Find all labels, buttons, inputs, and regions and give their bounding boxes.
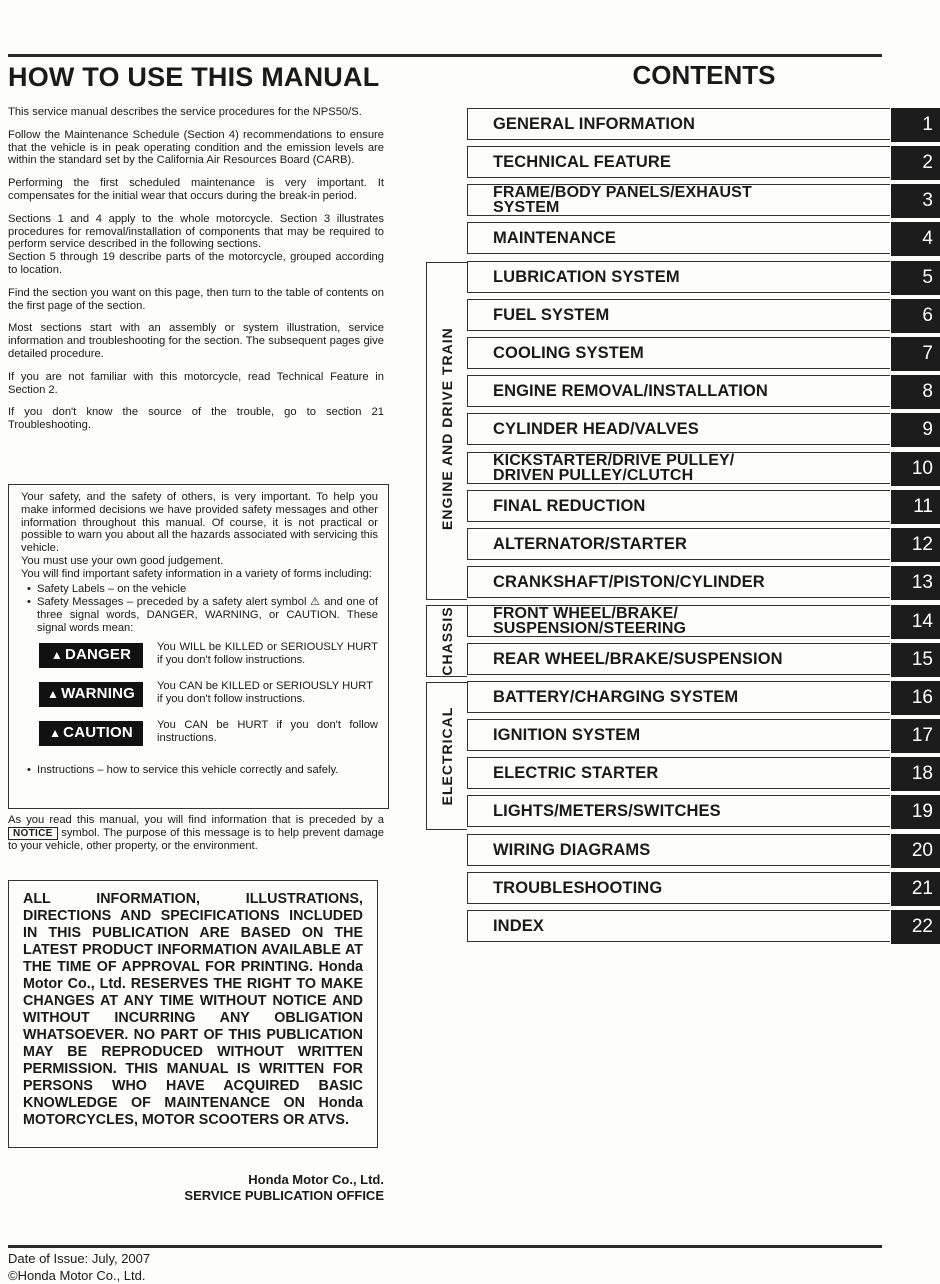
group-engine xyxy=(426,262,467,600)
intro-paragraph: Most sections start with an assembly or system illustration, service information and troubleshooting for the section. The subsequent pages give detailed procedure. xyxy=(8,322,384,360)
warning-badge: ▲ WARNING xyxy=(39,682,143,707)
intro-paragraph: If you don't know the source of the trouble, go to section 21 Troubleshooting. xyxy=(8,406,384,432)
safety-judgement: You must use your own good judgement. xyxy=(21,554,224,567)
toc-item[interactable] xyxy=(467,184,940,218)
toc-item-number: 19 xyxy=(891,795,940,829)
toc-item-number: 13 xyxy=(891,566,940,600)
bottom-rule xyxy=(8,1245,882,1248)
company-name: Honda Motor Co., Ltd. xyxy=(248,1172,384,1187)
disclaimer-box: ALL INFORMATION, ILLUSTRATIONS, DIRECTIONS AND SPECIFICATIONS INCLUDED IN THIS PUBLICATION ARE BASED ON THE LATEST PRODUCT INFORMATION AVAILABLE AT THE TIME OF APPROVAL FOR PRINTING. Honda Motor Co., Ltd. RESERVES THE RIGHT TO MAKE CHANGES AT ANY TIME WITHOUT NOTICE AND WITHOUT INCURRING ANY OBLIGATION WHATSOEVER. NO PART OF THIS PUBLICATION MAY BE REPRODUCED WITHOUT WRITTEN PERMISSION. THIS MANUAL IS WRITTEN FOR PERSONS WHO HAVE ACQUIRED BASIC KNOWLEDGE OF MAINTENANCE ON Honda MOTORCYCLES, MOTOR SCOOTERS OR ATVS. xyxy=(8,880,378,1148)
toc-item-number: 14 xyxy=(891,605,940,639)
toc-item[interactable] xyxy=(467,108,940,142)
toc-item[interactable] xyxy=(467,299,940,333)
warning-description: You CAN be KILLED or SERIOUSLY HURT if you don't follow instructions. xyxy=(157,679,373,705)
issue-date: Date of Issue: July, 2007 xyxy=(8,1251,151,1266)
toc-item-number: 12 xyxy=(891,528,940,562)
toc-item[interactable] xyxy=(467,222,940,256)
toc-item-number: 1 xyxy=(891,108,940,142)
toc-item-number: 11 xyxy=(891,490,940,524)
toc-item-title: FUEL SYSTEM xyxy=(467,299,890,331)
toc-item-title: COOLING SYSTEM xyxy=(467,337,890,369)
alert-triangle-icon: ▲ xyxy=(50,647,63,662)
safety-bullets-2 xyxy=(21,764,378,777)
danger-description: You WILL be KILLED or SERIOUSLY HURT if you don't follow instructions. xyxy=(157,640,378,666)
safety-forms: You will find important safety information in a variety of forms including: xyxy=(21,567,372,580)
toc-item-title: ALTERNATOR/STARTER xyxy=(467,528,890,560)
toc-item[interactable] xyxy=(467,757,940,791)
toc-item-number: 8 xyxy=(891,375,940,409)
toc-item-number: 10 xyxy=(891,452,940,486)
signal-caution xyxy=(39,719,378,758)
intro-paragraph: Follow the Maintenance Schedule (Section 4) recommendations to ensure that the vehicle is in peak operating condition and the emission levels are within the standard set by the California Air Resources Board (CARB). xyxy=(8,128,384,167)
toc-item-title: LIGHTS/METERS/SWITCHES xyxy=(467,795,890,827)
intro-text xyxy=(8,106,384,442)
toc-item-number: 16 xyxy=(891,681,940,715)
toc-item-number: 15 xyxy=(891,643,940,677)
toc-item-number: 21 xyxy=(891,872,940,906)
danger-badge: ▲ DANGER xyxy=(39,643,143,668)
signal-words xyxy=(39,641,378,758)
top-rule xyxy=(8,54,882,57)
toc-item-number: 18 xyxy=(891,757,940,791)
group-electrical xyxy=(426,682,467,830)
caution-badge: ▲ CAUTION xyxy=(39,721,143,746)
notice-text-before: As you read this manual, you will find information that is preceded by a xyxy=(8,814,384,826)
toc-item[interactable] xyxy=(467,566,940,600)
toc-item-title: INDEX xyxy=(467,910,890,942)
toc-item[interactable] xyxy=(467,146,940,180)
toc-item[interactable] xyxy=(467,795,940,829)
toc-item-title: FRAME/BODY PANELS/EXHAUST SYSTEM xyxy=(467,184,890,216)
toc-item-title: WIRING DIAGRAMS xyxy=(467,834,890,866)
group-label-chassis: CHASSIS xyxy=(439,606,455,676)
toc-item-title: BATTERY/CHARGING SYSTEM xyxy=(467,681,890,713)
toc-item-title: CYLINDER HEAD/VALVES xyxy=(467,413,890,445)
toc-item-number: 5 xyxy=(891,261,940,295)
group-chassis xyxy=(426,605,467,677)
toc-item-title: REAR WHEEL/BRAKE/SUSPENSION xyxy=(467,643,890,675)
toc-item-number: 2 xyxy=(891,146,940,180)
toc-item-title: CRANKSHAFT/PISTON/CYLINDER xyxy=(467,566,890,598)
toc-item[interactable] xyxy=(467,605,940,639)
toc-item[interactable] xyxy=(467,413,940,447)
intro-paragraph: Find the section you want on this page, then turn to the table of contents on the first page of the section. xyxy=(8,286,384,312)
alert-triangle-icon: ▲ xyxy=(49,725,62,740)
publisher-block xyxy=(100,1172,384,1204)
toc-item-number: 17 xyxy=(891,719,940,753)
intro-paragraph: This service manual describes the service procedures for the NPS50/S. xyxy=(8,106,362,118)
toc-item-number: 9 xyxy=(891,413,940,447)
notice-text-after: symbol. The purpose of this message is to help prevent damage to your vehicle, other property, or the environment. xyxy=(8,826,385,852)
toc-item[interactable] xyxy=(467,337,940,371)
toc-item[interactable] xyxy=(467,643,940,677)
toc-item-number: 22 xyxy=(891,910,940,944)
safety-intro: Your safety, and the safety of others, is very important. To help you make informed decisions we have provided safety messages and other information throughout this manual. Of course, it is not practical or possible to warn you about all the hazards associated with servicing this vehicle. xyxy=(21,491,378,555)
toc-item[interactable] xyxy=(467,872,940,906)
safety-box xyxy=(8,484,389,809)
notice-paragraph xyxy=(8,814,384,853)
toc-item[interactable] xyxy=(467,910,940,944)
toc-item-title: TROUBLESHOOTING xyxy=(467,872,890,904)
toc-item[interactable] xyxy=(467,452,940,486)
toc-item-title: MAINTENANCE xyxy=(467,222,890,254)
signal-warning xyxy=(39,680,378,719)
toc-item[interactable] xyxy=(467,490,940,524)
toc-item[interactable] xyxy=(467,261,940,295)
toc-item-title: IGNITION SYSTEM xyxy=(467,719,890,751)
toc-item[interactable] xyxy=(467,834,940,868)
intro-paragraph: Sections 1 and 4 apply to the whole motorcycle. Section 3 illustrates procedures for removal/installation of components that may be required to perform service described in the following sections. xyxy=(8,212,384,251)
copyright: ©Honda Motor Co., Ltd. xyxy=(8,1268,146,1283)
toc-item-title: KICKSTARTER/DRIVE PULLEY/ DRIVEN PULLEY/CLUTCH xyxy=(467,452,890,484)
intro-paragraph: Performing the first scheduled maintenance is very important. It compensates for the initial wear that occurs during the break-in period. xyxy=(8,177,384,202)
publication-office: SERVICE PUBLICATION OFFICE xyxy=(184,1188,384,1203)
toc-item-title: ELECTRIC STARTER xyxy=(467,757,890,789)
toc-item-title: FRONT WHEEL/BRAKE/ SUSPENSION/STEERING xyxy=(467,605,890,637)
toc-item-title: LUBRICATION SYSTEM xyxy=(467,261,890,293)
toc-item-number: 4 xyxy=(891,222,940,256)
intro-paragraph: If you are not familiar with this motorcycle, read Technical Feature in Section 2. xyxy=(8,370,384,396)
safety-bullets xyxy=(21,583,378,635)
caution-description: You CAN be HURT if you don't follow instructions. xyxy=(157,718,378,744)
footer xyxy=(8,1250,150,1284)
toc-item-number: 6 xyxy=(891,299,940,333)
signal-danger xyxy=(39,641,378,680)
toc-item-title: TECHNICAL FEATURE xyxy=(467,146,890,178)
toc-item[interactable] xyxy=(467,719,940,753)
alert-triangle-icon: ▲ xyxy=(47,686,60,701)
group-label-engine: ENGINE AND DRIVE TRAIN xyxy=(439,327,455,530)
bullet-instructions: • Instructions – how to service this vehicle correctly and safely. xyxy=(27,764,378,777)
toc-item-title: ENGINE REMOVAL/INSTALLATION xyxy=(467,375,890,407)
toc-item-number: 20 xyxy=(891,834,940,868)
group-label-electrical: ELECTRICAL xyxy=(439,706,455,806)
bullet-safety-labels: • Safety Labels – on the vehicle xyxy=(27,583,378,596)
page-title: HOW TO USE THIS MANUAL xyxy=(8,62,380,92)
toc-item-number: 3 xyxy=(891,184,940,218)
toc-item-title: GENERAL INFORMATION xyxy=(467,108,890,140)
toc-item-title: FINAL REDUCTION xyxy=(467,490,890,522)
toc-item[interactable] xyxy=(467,528,940,562)
toc-item-number: 7 xyxy=(891,337,940,371)
notice-tag: NOTICE xyxy=(8,827,58,840)
toc-item[interactable] xyxy=(467,375,940,409)
bullet-safety-messages: • Safety Messages – preceded by a safety alert symbol ⚠ and one of three signal words, DANGER, WARNING, or CAUTION. These signal words mean: xyxy=(27,596,378,634)
intro-paragraph: Section 5 through 19 describe parts of the motorcycle, grouped according to location. xyxy=(8,251,384,276)
toc-item[interactable] xyxy=(467,681,940,715)
contents-title: CONTENTS xyxy=(632,60,776,90)
